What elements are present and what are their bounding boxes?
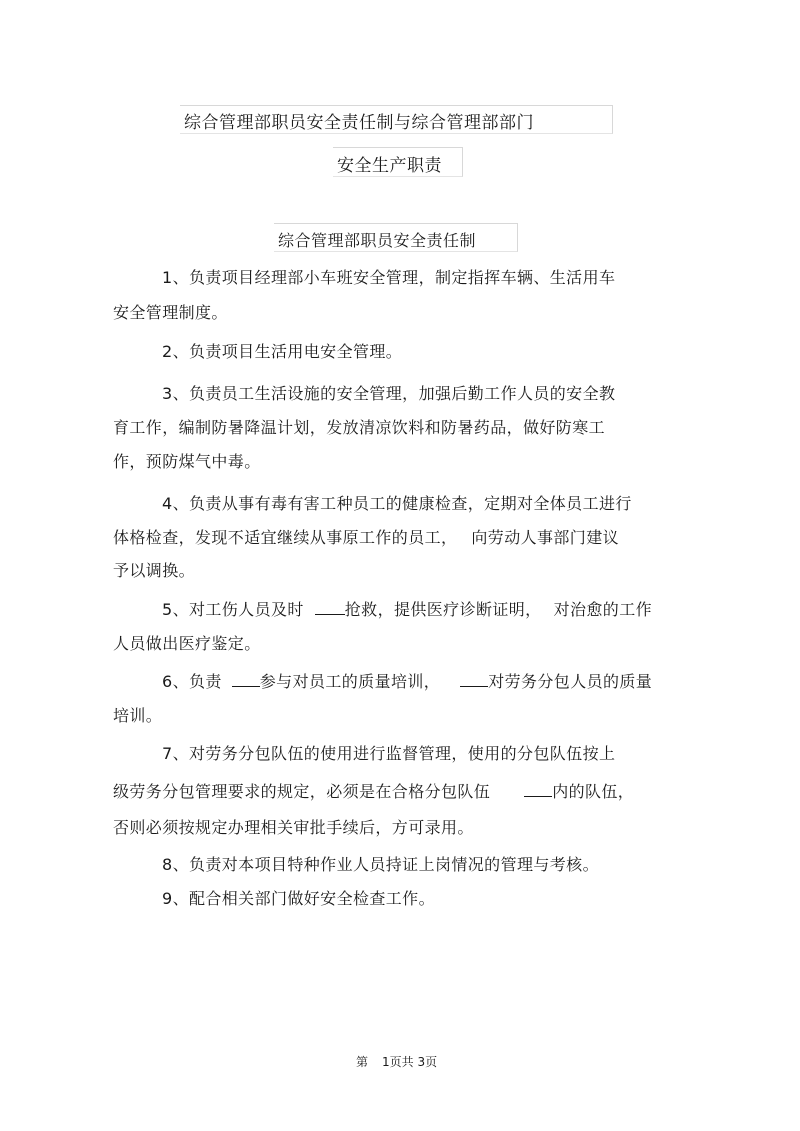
item-5-line-1-part-a: 5、对工伤人员及时 <box>162 600 304 619</box>
title-text-1: 综合管理部职员安全责任制与综合管理部部门 <box>184 113 534 133</box>
item-4-line-2 <box>113 528 619 548</box>
item-9-line-1: 9、配合相关部门做好安全检查工作。 <box>162 889 435 908</box>
item-1-line-1: 1、负责项目经理部小车班安全管理，制定指挥车辆、生活用车 <box>162 268 616 287</box>
document-title-line-1 <box>184 108 534 133</box>
fill-in-blank <box>315 599 345 615</box>
item-7-line-2-part-b: 内的队伍， <box>552 782 635 801</box>
fill-in-blank <box>232 671 260 687</box>
item-6-line-2: 培训。 <box>113 706 163 725</box>
item-6-line-1-part-b: 参与对员工的质量培训， <box>259 672 441 691</box>
footer-prefix: 第 <box>356 1055 369 1069</box>
item-5-line-1-part-b: 抢救，提供医疗诊断证明， <box>344 600 542 619</box>
page-number: 1页共 3页 <box>382 1055 438 1069</box>
section-subtitle <box>278 228 476 251</box>
item-2-line-1: 2、负责项目生活用电安全管理。 <box>162 342 403 361</box>
item-7-line-2-part-a: 级劳务分包管理要求的规定，必须是在合格分包队伍 <box>113 782 491 801</box>
item-7-line-3: 否则必须按规定办理相关审批手续后，方可录用。 <box>113 818 474 837</box>
title-frame <box>180 105 613 134</box>
subtitle-text: 综合管理部职员安全责任制 <box>278 231 477 250</box>
fill-in-blank <box>460 671 488 687</box>
item-4-line-2-part-a: 体格检查，发现不适宜继续从事原工作的员工， <box>113 528 458 547</box>
subtitle-frame <box>274 223 518 252</box>
item-6-line-1-part-a: 6、负责 <box>162 672 222 691</box>
item-7-line-2 <box>113 781 634 802</box>
item-6-line-1-part-c: 对劳务分包人员的质量 <box>488 672 653 691</box>
item-6-line-1 <box>162 671 652 692</box>
item-3-line-3: 作，预防煤气中毒。 <box>113 452 261 471</box>
item-3-line-1: 3、负责员工生活设施的安全管理，加强后勤工作人员的安全教 <box>162 384 616 403</box>
item-4-line-2-part-b: 向劳动人事部门建议 <box>471 528 620 547</box>
page-footer <box>356 1053 437 1070</box>
item-5-line-1 <box>162 599 652 620</box>
item-4-line-1: 4、负责从事有毒有害工种员工的健康检查，定期对全体员工进行 <box>162 494 632 513</box>
item-5-line-2: 人员做出医疗鉴定。 <box>113 634 261 653</box>
title-frame <box>333 147 463 177</box>
item-8-line-1: 8、负责对本项目特种作业人员持证上岗情况的管理与考核。 <box>162 855 599 874</box>
item-1-line-2: 安全管理制度。 <box>113 303 228 322</box>
item-5-line-1-part-c: 对治愈的工作 <box>553 600 652 619</box>
item-4-line-3: 予以调换。 <box>113 561 196 580</box>
document-title-line-2 <box>337 151 442 176</box>
fill-in-blank <box>524 781 552 797</box>
item-7-line-1: 7、对劳务分包队伍的使用进行监督管理，使用的分包队伍按上 <box>162 744 616 763</box>
title-text-2: 安全生产职责 <box>337 156 442 176</box>
item-3-line-2: 育工作，编制防暑降温计划，发放清凉饮料和防暑药品，做好防寒工 <box>113 418 606 437</box>
